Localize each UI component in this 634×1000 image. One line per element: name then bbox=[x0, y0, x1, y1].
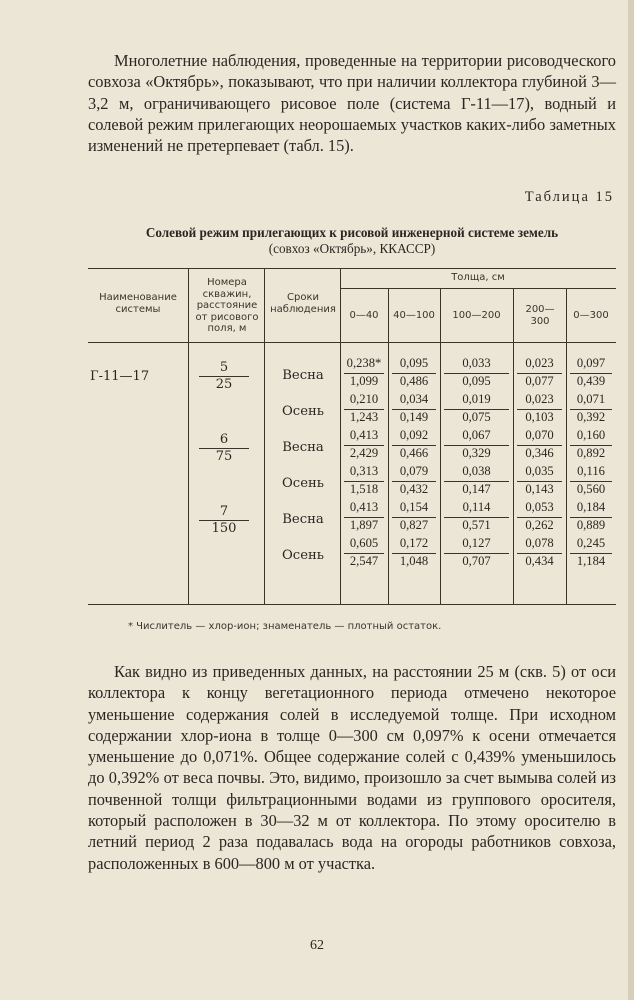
well-7 bbox=[199, 504, 249, 536]
cell-denominator: 1,897 bbox=[349, 518, 379, 532]
well-number: 6 bbox=[199, 432, 249, 449]
cell-numerator: 0,605 bbox=[349, 536, 379, 550]
well-distance: 25 bbox=[215, 377, 233, 392]
cell-numerator: 0,035 bbox=[525, 464, 554, 478]
cell-denominator: 0,346 bbox=[525, 446, 554, 460]
table-title-line2: (совхоз «Октябрь», ККАССР) bbox=[268, 241, 436, 256]
cell-denominator: 0,889 bbox=[576, 518, 606, 532]
cell-denominator: 0,143 bbox=[525, 482, 554, 496]
cell-numerator: 0,038 bbox=[462, 464, 491, 478]
cell-numerator: 0,116 bbox=[577, 464, 605, 478]
cell-numerator: 0,023 bbox=[525, 392, 554, 406]
cell-denominator: 0,075 bbox=[462, 410, 491, 424]
cell-denominator: 0,892 bbox=[576, 446, 606, 460]
season-label: Весна bbox=[282, 440, 324, 455]
cell-numerator: 0,092 bbox=[399, 428, 429, 442]
season-label: Весна bbox=[282, 368, 324, 383]
well-number: 7 bbox=[199, 504, 249, 521]
table-title bbox=[88, 225, 616, 257]
cell-numerator: 0,413 bbox=[349, 428, 379, 442]
well-5 bbox=[199, 360, 249, 392]
header-range: 0—300 bbox=[573, 310, 609, 321]
cell-denominator: 0,077 bbox=[525, 374, 554, 388]
header-range: 0—40 bbox=[349, 310, 379, 321]
cell-denominator: 1,518 bbox=[349, 482, 379, 496]
table-top-rule bbox=[88, 268, 616, 269]
cell-numerator: 0,095 bbox=[399, 356, 429, 370]
table-bottom-rule bbox=[88, 604, 616, 605]
cell-numerator: 0,034 bbox=[399, 392, 429, 406]
cell-denominator: 2,547 bbox=[349, 554, 379, 568]
cell-numerator: 0,245 bbox=[576, 536, 606, 550]
cell-denominator: 0,486 bbox=[399, 374, 429, 388]
salt-table bbox=[88, 268, 616, 604]
well-number: 5 bbox=[199, 360, 249, 377]
cell-denominator: 0,392 bbox=[576, 410, 606, 424]
cell-denominator: 0,149 bbox=[399, 410, 429, 424]
cell-denominator: 2,429 bbox=[349, 446, 379, 460]
cell-denominator: 1,243 bbox=[349, 410, 379, 424]
cell-denominator: 0,560 bbox=[576, 482, 606, 496]
season-label: Осень bbox=[282, 404, 324, 419]
well-distance: 75 bbox=[215, 449, 233, 464]
header-well: Номера скважин, расстояние от рисового поля, м bbox=[195, 277, 259, 334]
cell-numerator: 0,184 bbox=[576, 500, 606, 514]
cell-denominator: 0,095 bbox=[462, 374, 491, 388]
header-system: Наименование системы bbox=[99, 292, 177, 315]
cell-numerator: 0,172 bbox=[399, 536, 429, 550]
system-name: Г-11—17 bbox=[90, 369, 150, 384]
cell-numerator: 0,071 bbox=[576, 392, 606, 406]
cell-numerator: 0,210 bbox=[349, 392, 379, 406]
cell-numerator: 0,160 bbox=[576, 428, 606, 442]
cell-numerator: 0,238* bbox=[346, 356, 382, 370]
cell-denominator: 0,147 bbox=[462, 482, 491, 496]
header-bottom-rule bbox=[88, 342, 616, 343]
well-6 bbox=[199, 432, 249, 464]
cell-numerator: 0,067 bbox=[462, 428, 491, 442]
cell-denominator: 0,827 bbox=[399, 518, 429, 532]
cell-numerator: 0,313 bbox=[349, 464, 379, 478]
cell-numerator: 0,078 bbox=[525, 536, 554, 550]
season-label: Осень bbox=[282, 476, 324, 491]
header-range: 40—100 bbox=[393, 310, 435, 321]
cell-numerator: 0,079 bbox=[399, 464, 429, 478]
table-label: Таблица 15 bbox=[524, 189, 614, 205]
cell-numerator: 0,033 bbox=[462, 356, 491, 370]
cell-denominator: 0,329 bbox=[462, 446, 491, 460]
well-distance: 150 bbox=[211, 521, 237, 536]
season-label: Осень bbox=[282, 548, 324, 563]
season-label: Весна bbox=[282, 512, 324, 527]
cell-numerator: 0,127 bbox=[462, 536, 491, 550]
header-range: 200—300 bbox=[525, 304, 555, 327]
header-range: 100—200 bbox=[452, 310, 501, 321]
cell-numerator: 0,114 bbox=[462, 500, 491, 514]
layer-header-rule bbox=[340, 288, 616, 289]
cell-numerator: 0,154 bbox=[399, 500, 429, 514]
cell-denominator: 0,262 bbox=[525, 518, 554, 532]
cell-denominator: 0,103 bbox=[525, 410, 554, 424]
cell-numerator: 0,023 bbox=[525, 356, 554, 370]
cell-numerator: 0,070 bbox=[525, 428, 554, 442]
table-footnote: * Числитель — хлор-ион; знаменатель — плотный остаток. bbox=[128, 621, 442, 632]
cell-denominator: 0,466 bbox=[399, 446, 429, 460]
cell-numerator: 0,019 bbox=[462, 392, 491, 406]
col-rule bbox=[188, 268, 189, 604]
cell-denominator: 0,707 bbox=[462, 554, 491, 568]
cell-denominator: 0,439 bbox=[576, 374, 606, 388]
cell-numerator: 0,413 bbox=[349, 500, 379, 514]
cell-numerator: 0,097 bbox=[576, 356, 606, 370]
table-title-line1: Солевой режим прилегающих к рисовой инженерной системе земель bbox=[145, 225, 559, 240]
page-edge bbox=[628, 0, 634, 1000]
cell-denominator: 0,571 bbox=[462, 518, 491, 532]
cell-numerator: 0,053 bbox=[525, 500, 554, 514]
header-period: Сроки наблюдения bbox=[270, 292, 336, 315]
col-rule bbox=[264, 268, 265, 604]
page-number: 62 bbox=[310, 938, 324, 953]
header-layer: Толща, см bbox=[451, 272, 505, 283]
cell-denominator: 0,434 bbox=[525, 554, 554, 568]
cell-denominator: 1,048 bbox=[399, 554, 429, 568]
paragraph-intro: Многолетние наблюдения, проведенные на территории рисоводческого совхоза «Октябрь», показывают, что при наличии коллектора глубиной 3—3,2 м, ограничивающего рисовое поле (система Г-11—17), водный и солевой режим прилегающих неорошаемых участков каких-либо заметных изменений не претерпевает (табл. 15). bbox=[88, 51, 616, 156]
cell-denominator: 1,184 bbox=[576, 554, 606, 568]
cell-denominator: 1,099 bbox=[349, 374, 379, 388]
cell-denominator: 0,432 bbox=[399, 482, 429, 496]
paragraph-analysis: Как видно из приведенных данных, на расстоянии 25 м (скв. 5) от оси коллектора к концу вегетационного периода отмечено некоторое уменьшение содержания солей в исследуемой толще. При исходном содержании хлор-иона в толще 0—300 см 0,097% к осени отмечается уменьшение до 0,071%. Общее содержание солей с 0,439% уменьшилось до 0,392% от веса почвы. Это, видимо, произошло за счет вымыва солей из почвенной толщи фильтрационными водами из группового оросителя, который расположен в 30—32 м от коллектора. По этому оросителю в летний период 2 раза подавалась вода на огороды работников совхоза, расположенных в 600—800 м от участка. bbox=[88, 662, 616, 873]
